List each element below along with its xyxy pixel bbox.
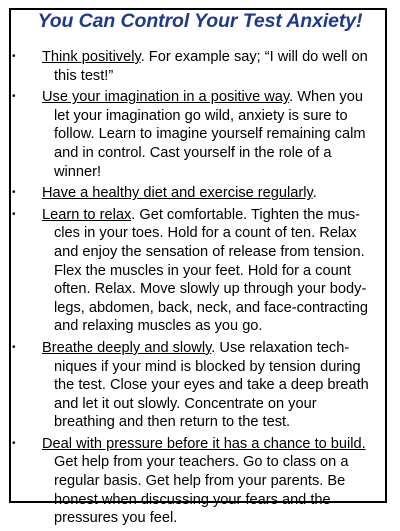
tip-heading: Deal with pressure before it has a chance to build. bbox=[42, 435, 366, 452]
bullet-icon: • bbox=[12, 187, 16, 199]
tip-body-line: and enjoy the sensation of release from tension. bbox=[54, 243, 365, 260]
tip-first-line bbox=[42, 48, 374, 67]
tip-body-line: winner! bbox=[54, 163, 102, 180]
tip-heading: Use your imagination in a positive way bbox=[42, 89, 290, 106]
bullet-icon: • bbox=[12, 341, 16, 353]
tips-list bbox=[12, 48, 374, 531]
bullet-icon: • bbox=[12, 91, 16, 103]
tip-item bbox=[12, 339, 374, 432]
tip-body-line: legs, abdomen, back, neck, and face-contracting bbox=[54, 299, 368, 316]
tip-body-line: honest when discussing your fears and the bbox=[54, 491, 331, 508]
tip-item bbox=[12, 184, 374, 203]
tip-body-line: Get help from your teachers. Go to class on a bbox=[54, 454, 349, 471]
tip-heading: Have a healthy diet and exercise regularly bbox=[42, 185, 313, 202]
tip-body-line: cles in your toes. Hold for a count of ten. Relax bbox=[54, 225, 357, 242]
tip-item bbox=[12, 206, 374, 336]
tip-heading: Breathe deeply and slowly bbox=[42, 339, 212, 356]
tip-first-line-text: . Get comfortable. Tighten the mus- bbox=[131, 206, 360, 223]
tip-body-line: and in control. Cast yourself in the role of a bbox=[54, 144, 332, 161]
bullet-icon: • bbox=[12, 208, 16, 220]
tip-body-line: and let it out slowly. Concentrate on your bbox=[54, 395, 317, 412]
tip-first-line bbox=[42, 339, 374, 358]
tip-item bbox=[12, 88, 374, 181]
tip-heading: Learn to relax bbox=[42, 206, 132, 223]
tip-body-line: follow. Learn to imagine yourself remaining calm bbox=[54, 126, 366, 143]
tip-heading: Think positively bbox=[42, 49, 141, 65]
bullet-icon: • bbox=[12, 437, 16, 449]
bullet-icon: • bbox=[12, 51, 16, 62]
tip-first-line-text: . bbox=[312, 185, 317, 202]
tip-first-line bbox=[42, 184, 374, 203]
tip-body-line: the test. Close your eyes and take a deep breath bbox=[54, 377, 369, 394]
tip-body-line: and relaxing muscles as you go. bbox=[54, 318, 263, 335]
tip-first-line-text: . When you bbox=[289, 89, 363, 106]
tip-first-line-text: . Use relaxation tech- bbox=[211, 339, 350, 356]
tip-body-line: this test!” bbox=[54, 67, 114, 84]
tip-item bbox=[12, 48, 374, 85]
tip-body-line: breathing and then return to the test. bbox=[54, 414, 291, 431]
tip-body-line: regular basis. Get help from your parents. Be bbox=[54, 473, 346, 490]
tip-first-line bbox=[42, 435, 374, 454]
tip-first-line bbox=[42, 206, 374, 225]
tip-body-line: pressures you feel. bbox=[54, 510, 178, 527]
tip-item bbox=[12, 435, 374, 528]
page-title: You Can Control Your Test Anxiety! bbox=[37, 10, 363, 32]
tip-body-line: niques if your mind is blocked by tension during bbox=[54, 358, 361, 375]
tip-body-line: Flex the muscles in your feet. Hold for a count bbox=[54, 262, 351, 279]
tip-body-line: often. Relax. Move slowly up through your body- bbox=[54, 281, 367, 298]
tip-first-line-text: . For example say; “I will do well on bbox=[140, 49, 368, 65]
tip-first-line bbox=[42, 88, 374, 107]
tip-body-line: let your imagination go wild, anxiety is sure to bbox=[54, 107, 348, 124]
